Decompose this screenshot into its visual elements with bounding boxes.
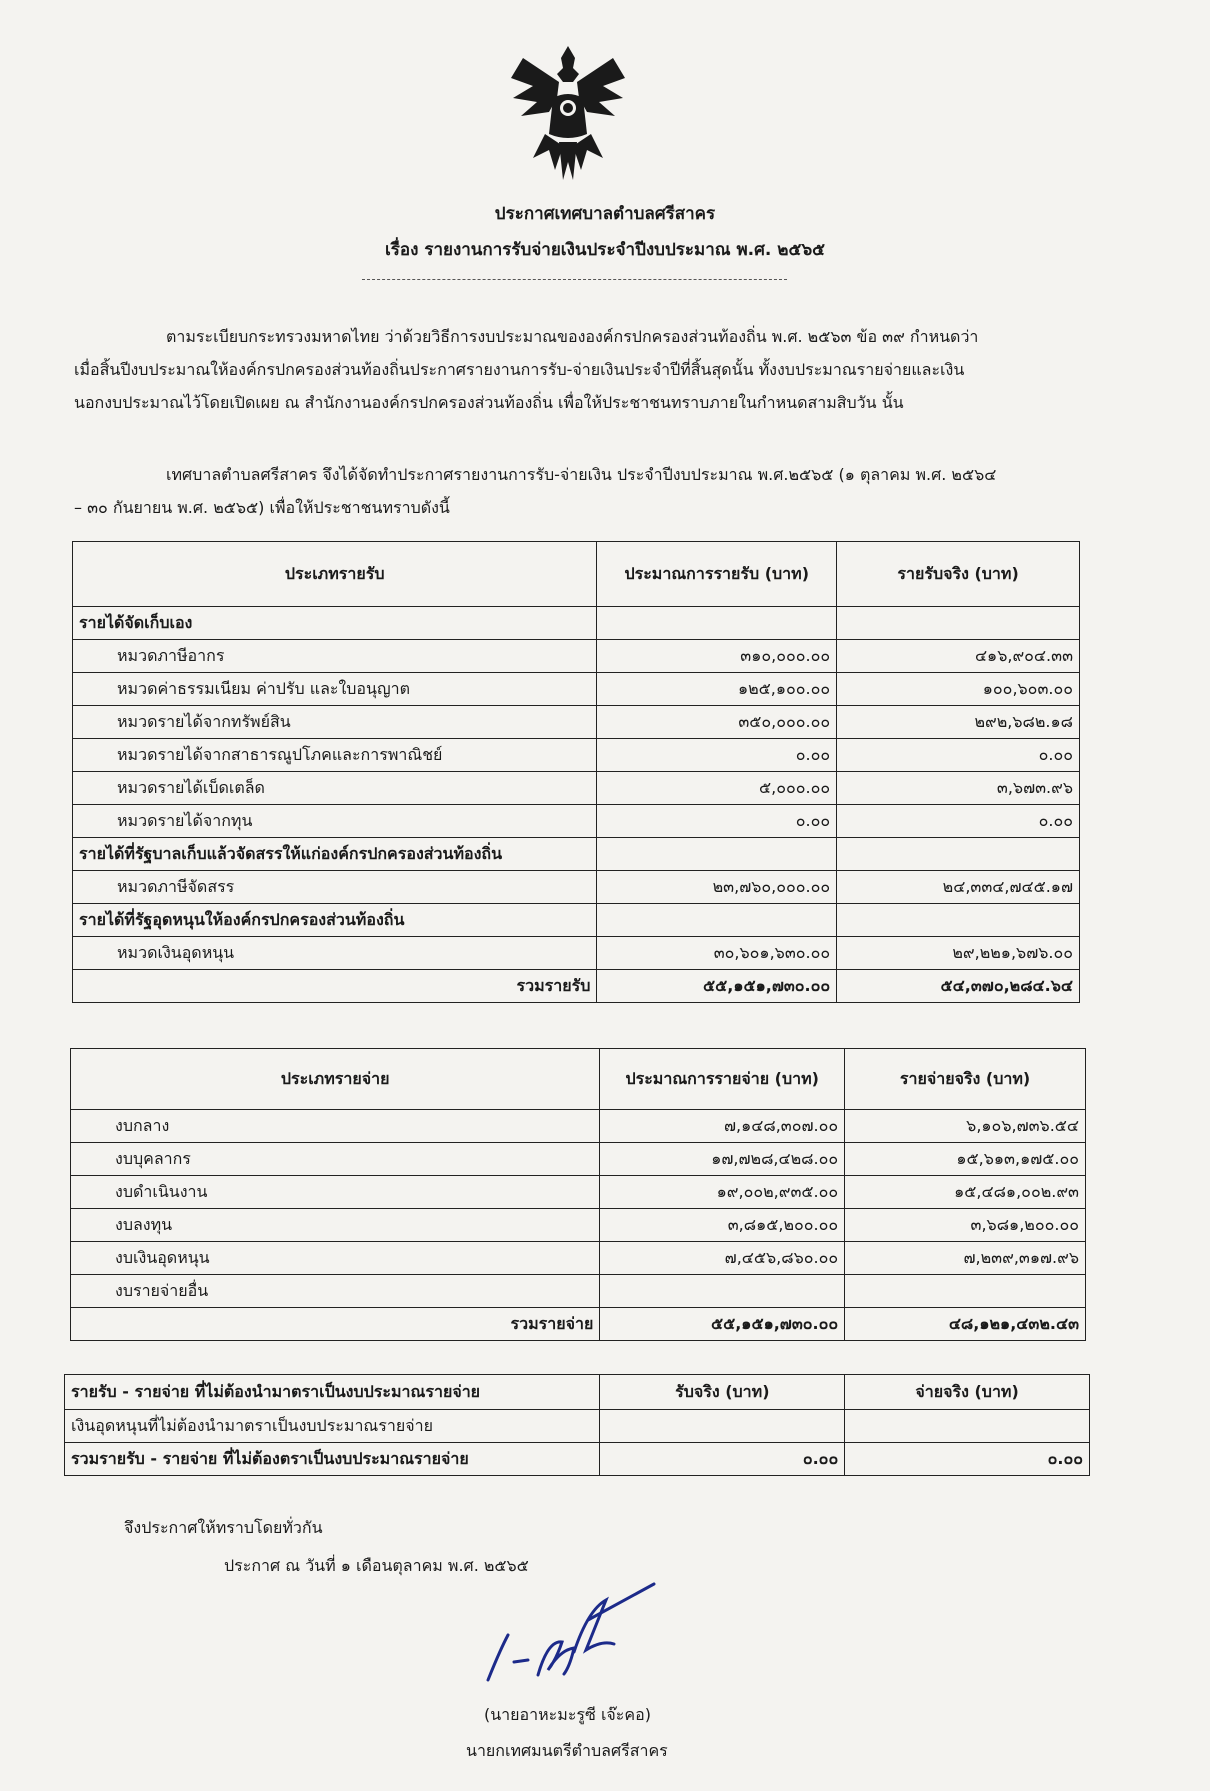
total-row: [73, 970, 1080, 1003]
paragraph-line: นอกงบประมาณไว้โดยเปิดเผย ณ สำนักงานองค์กรปกครองส่วนท้องถิ่น เพื่อให้ประชาชนทราบภายในกำหนดสามสิบวัน นั้น: [74, 393, 904, 412]
table-row: [71, 1242, 1086, 1275]
row-label: หมวดรายได้จากทรัพย์สิน: [73, 706, 597, 739]
revenue-group-label: รายได้ที่รัฐบาลเก็บแล้วจัดสรรให้แก่องค์กรปกครองส่วนท้องถิ่น: [73, 838, 597, 871]
estimate-value: ๓,๘๑๕,๒๐๐.๐๐: [600, 1209, 845, 1242]
column-header: รายจ่ายจริง (บาท): [845, 1049, 1086, 1110]
row-label: หมวดภาษีจัดสรร: [73, 871, 597, 904]
paragraph-line: เมื่อสิ้นปีงบประมาณให้องค์กรปกครองส่วนท้องถิ่นประกาศรายงานการรับ-จ่ายเงินประจำปีที่สิ้นสุดนั้น ทั้งงบประมาณรายจ่ายและเงิน: [74, 360, 965, 379]
column-header: จ่ายจริง (บาท): [845, 1375, 1090, 1410]
divider: [362, 279, 787, 280]
table-row: [73, 706, 1080, 739]
total-label: รวมรายรับ - รายจ่าย ที่ไม่ต้องตราเป็นงบประมาณรายจ่าย: [65, 1443, 600, 1476]
announcement-title: ประกาศเทศบาลตำบลศรีสาคร: [494, 204, 716, 224]
table-row: [73, 673, 1080, 706]
total-paid: ๐.๐๐: [845, 1443, 1090, 1476]
total-actual: ๔๘,๑๒๑,๔๓๒.๔๓: [845, 1308, 1086, 1341]
column-header: รับจริง (บาท): [600, 1375, 845, 1410]
table-header-row: [65, 1375, 1090, 1410]
actual-value: ๗,๒๓๙,๓๑๗.๙๖: [845, 1242, 1086, 1275]
actual-value: [845, 1275, 1086, 1308]
signature: [478, 1580, 678, 1690]
estimate-value: ๗,๔๕๖,๘๖๐.๐๐: [600, 1242, 845, 1275]
column-header: ประมาณการรายจ่าย (บาท): [600, 1049, 845, 1110]
row-label: หมวดค่าธรรมเนียม ค่าปรับ และใบอนุญาต: [73, 673, 597, 706]
closing-statement: จึงประกาศให้ทราบโดยทั่วกัน: [124, 1518, 323, 1537]
estimate-value: ๗,๑๔๘,๓๐๗.๐๐: [600, 1110, 845, 1143]
row-label: งบลงทุน: [71, 1209, 600, 1242]
table-row: [71, 1275, 1086, 1308]
total-received: ๐.๐๐: [600, 1443, 845, 1476]
actual-value: ๔๑๖,๙๐๔.๓๓: [837, 640, 1080, 673]
estimate-value: ๓๕๐,๐๐๐.๐๐: [597, 706, 837, 739]
table-row: [65, 1410, 1090, 1443]
total-label: รวมรายจ่าย: [71, 1308, 600, 1341]
estimate-value: ๑๗,๗๒๘,๔๒๘.๐๐: [600, 1143, 845, 1176]
actual-value: ๓,๖๗๓.๙๖: [837, 772, 1080, 805]
row-label: หมวดภาษีอากร: [73, 640, 597, 673]
row-label: งบบุคลากร: [71, 1143, 600, 1176]
actual-value: ๐.๐๐: [837, 739, 1080, 772]
estimate-value: ๕,๐๐๐.๐๐: [597, 772, 837, 805]
revenue-group-label: รายได้ที่รัฐอุดหนุนให้องค์กรปกครองส่วนท้องถิ่น: [73, 904, 597, 937]
total-row: [71, 1308, 1086, 1341]
table-row: [71, 1143, 1086, 1176]
actual-value: ๑๕,๔๘๑,๐๐๒.๙๓: [845, 1176, 1086, 1209]
table-row: [73, 772, 1080, 805]
revenue-group-label: รายได้จัดเก็บเอง: [73, 607, 597, 640]
column-header: ประเภทรายจ่าย: [71, 1049, 600, 1110]
actual-value: ๖,๑๐๖,๗๓๖.๕๔: [845, 1110, 1086, 1143]
estimate-value: ๒๓,๗๖๐,๐๐๐.๐๐: [597, 871, 837, 904]
actual-value: ๐.๐๐: [837, 805, 1080, 838]
table-row: [73, 739, 1080, 772]
total-estimate: ๕๕,๑๕๑,๗๓๐.๐๐: [597, 970, 837, 1003]
row-label: เงินอุดหนุนที่ไม่ต้องนำมาตราเป็นงบประมาณรายจ่าย: [65, 1410, 600, 1443]
table-header-row: [73, 542, 1080, 607]
actual-value: ๒๔,๓๓๔,๗๔๕.๑๗: [837, 871, 1080, 904]
row-label: งบดำเนินงาน: [71, 1176, 600, 1209]
estimate-value: ๓๑๐,๐๐๐.๐๐: [597, 640, 837, 673]
total-row: [65, 1443, 1090, 1476]
signer-title: นายกเทศมนตรีตำบลศรีสาคร: [466, 1741, 668, 1760]
table-row: [73, 838, 1080, 871]
signer-name: (นายอาหะมะรูซี เจ๊ะคอ): [484, 1705, 651, 1724]
estimate-value: [600, 1275, 845, 1308]
estimate-value: ๑๙,๐๐๒,๙๓๕.๐๐: [600, 1176, 845, 1209]
column-header: ประเภทรายรับ: [73, 542, 597, 607]
actual-value: ๒๙๒,๖๘๒.๑๘: [837, 706, 1080, 739]
revenue-table: [72, 541, 1080, 1003]
table-row: [73, 871, 1080, 904]
column-header: รายรับจริง (บาท): [837, 542, 1080, 607]
row-label: หมวดรายได้เบ็ดเตล็ด: [73, 772, 597, 805]
row-label: งบเงินอุดหนุน: [71, 1242, 600, 1275]
row-label: หมวดรายได้จากสาธารณูปโภคและการพาณิชย์: [73, 739, 597, 772]
non-budget-table: [64, 1374, 1090, 1476]
expense-table: [70, 1048, 1086, 1341]
estimate-value: ๐.๐๐: [597, 739, 837, 772]
column-header: ประมาณการรายรับ (บาท): [597, 542, 837, 607]
row-label: หมวดเงินอุดหนุน: [73, 937, 597, 970]
row-label: งบรายจ่ายอื่น: [71, 1275, 600, 1308]
row-label: หมวดรายได้จากทุน: [73, 805, 597, 838]
total-label: รวมรายรับ: [73, 970, 597, 1003]
table-row: [73, 937, 1080, 970]
announcement-subject: เรื่อง รายงานการรับจ่ายเงินประจำปีงบประมาณ พ.ศ. ๒๕๖๕: [384, 240, 826, 260]
table-row: [71, 1176, 1086, 1209]
garuda-emblem-icon: [503, 38, 633, 188]
table-row: [71, 1209, 1086, 1242]
total-actual: ๕๔,๓๗๐,๒๘๔.๖๔: [837, 970, 1080, 1003]
table-header-row: [71, 1049, 1086, 1110]
table-row: [73, 607, 1080, 640]
paragraph-regulation: [74, 320, 1074, 419]
column-header: รายรับ - รายจ่าย ที่ไม่ต้องนำมาตราเป็นงบประมาณรายจ่าย: [65, 1375, 600, 1410]
paragraph-line: เทศบาลตำบลศรีสาคร จึงได้จัดทำประกาศรายงานการรับ-จ่ายเงิน ประจำปีงบประมาณ พ.ศ.๒๕๖๕ (๑ ตุลาคม พ.ศ. ๒๕๖๔: [166, 465, 997, 484]
total-estimate: ๕๕,๑๕๑,๗๓๐.๐๐: [600, 1308, 845, 1341]
table-row: [73, 640, 1080, 673]
paragraph-report: [74, 458, 1074, 524]
table-row: [73, 805, 1080, 838]
paragraph-line: – ๓๐ กันยายน พ.ศ. ๒๕๖๕) เพื่อให้ประชาชนทราบดังนี้: [74, 498, 450, 517]
paragraph-line: ตามระเบียบกระทรวงมหาดไทย ว่าด้วยวิธีการงบประมาณขององค์กรปกครองส่วนท้องถิ่น พ.ศ. ๒๕๖๓ ข้อ ๓๙ กำหนดว่า: [166, 327, 979, 346]
estimate-value: ๐.๐๐: [597, 805, 837, 838]
table-row: [71, 1110, 1086, 1143]
announcement-date: ประกาศ ณ วันที่ ๑ เดือนตุลาคม พ.ศ. ๒๕๖๕: [224, 1556, 529, 1575]
table-row: [73, 904, 1080, 937]
actual-value: ๒๙,๒๒๑,๖๗๖.๐๐: [837, 937, 1080, 970]
estimate-value: ๑๒๕,๑๐๐.๐๐: [597, 673, 837, 706]
row-label: งบกลาง: [71, 1110, 600, 1143]
actual-value: ๑๕,๖๑๓,๑๗๕.๐๐: [845, 1143, 1086, 1176]
actual-value: ๑๐๐,๖๐๓.๐๐: [837, 673, 1080, 706]
estimate-value: ๓๐,๖๐๑,๖๓๐.๐๐: [597, 937, 837, 970]
actual-value: ๓,๖๘๑,๒๐๐.๐๐: [845, 1209, 1086, 1242]
